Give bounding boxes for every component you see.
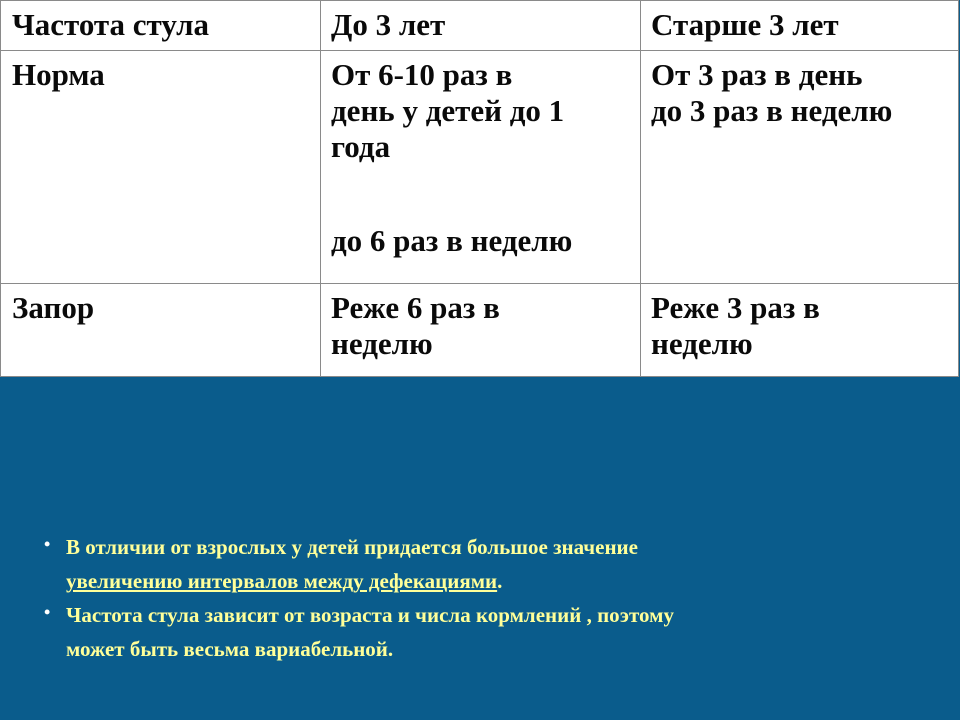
- table-row-zapor: [1, 284, 959, 377]
- norma-under-3-cell: [321, 51, 641, 284]
- table-row-norma: [1, 51, 959, 284]
- bullet-item-variability: [44, 598, 924, 666]
- bullet-variability-line-2: может быть весьма вариабельной.: [66, 637, 394, 661]
- notes-bullet-list: [44, 530, 924, 666]
- header-over-3-text: Старше 3 лет: [651, 7, 839, 42]
- norma-under-3-line-3: года: [331, 129, 391, 164]
- norma-label-cell: [1, 51, 321, 284]
- norma-under-3-line-2: день у детей до 1: [331, 93, 565, 128]
- zapor-over-3-line-2: неделю: [651, 326, 753, 361]
- zapor-over-3-cell: [641, 284, 959, 377]
- zapor-over-3-line-1: Реже 3 раз в: [651, 290, 820, 325]
- zapor-label-text: Запор: [12, 290, 95, 325]
- norma-under-3-weekly: до 6 раз в неделю: [331, 223, 573, 258]
- bullet-intervals-period: .: [497, 569, 503, 593]
- header-under-3-text: До 3 лет: [331, 7, 446, 42]
- norma-under-3-gap: [331, 165, 630, 223]
- zapor-under-3-line-1: Реже 6 раз в: [331, 290, 500, 325]
- bullet-item-intervals: [44, 530, 924, 598]
- bullet-dot-icon: •: [44, 534, 51, 554]
- norma-over-3-line-1: От 3 раз в день: [651, 57, 863, 92]
- header-frequency-text: Частота стула: [12, 7, 209, 42]
- header-cell-frequency: [1, 1, 321, 51]
- bullet-intervals-underlined: увеличению интервалов между дефекациями: [66, 569, 498, 593]
- norma-under-3-line-1: От 6-10 раз в: [331, 57, 513, 92]
- header-cell-over-3: [641, 1, 959, 51]
- zapor-label-cell: [1, 284, 321, 377]
- bullet-intervals-line-1: В отличии от взрослых у детей придается большое значение: [66, 535, 638, 559]
- bullet-intervals-line-2: [66, 564, 924, 598]
- zapor-under-3-cell: [321, 284, 641, 377]
- norma-over-3-cell: [641, 51, 959, 284]
- bullet-variability-line-1: Частота стула зависит от возраста и числа кормлений , поэтому: [66, 603, 674, 627]
- norma-over-3-line-2: до 3 раз в неделю: [651, 93, 893, 128]
- table-header-row: [1, 1, 959, 51]
- zapor-under-3-line-2: неделю: [331, 326, 433, 361]
- bullet-dot-icon: •: [44, 602, 51, 622]
- norma-label-text: Норма: [12, 57, 105, 92]
- header-cell-under-3: [321, 1, 641, 51]
